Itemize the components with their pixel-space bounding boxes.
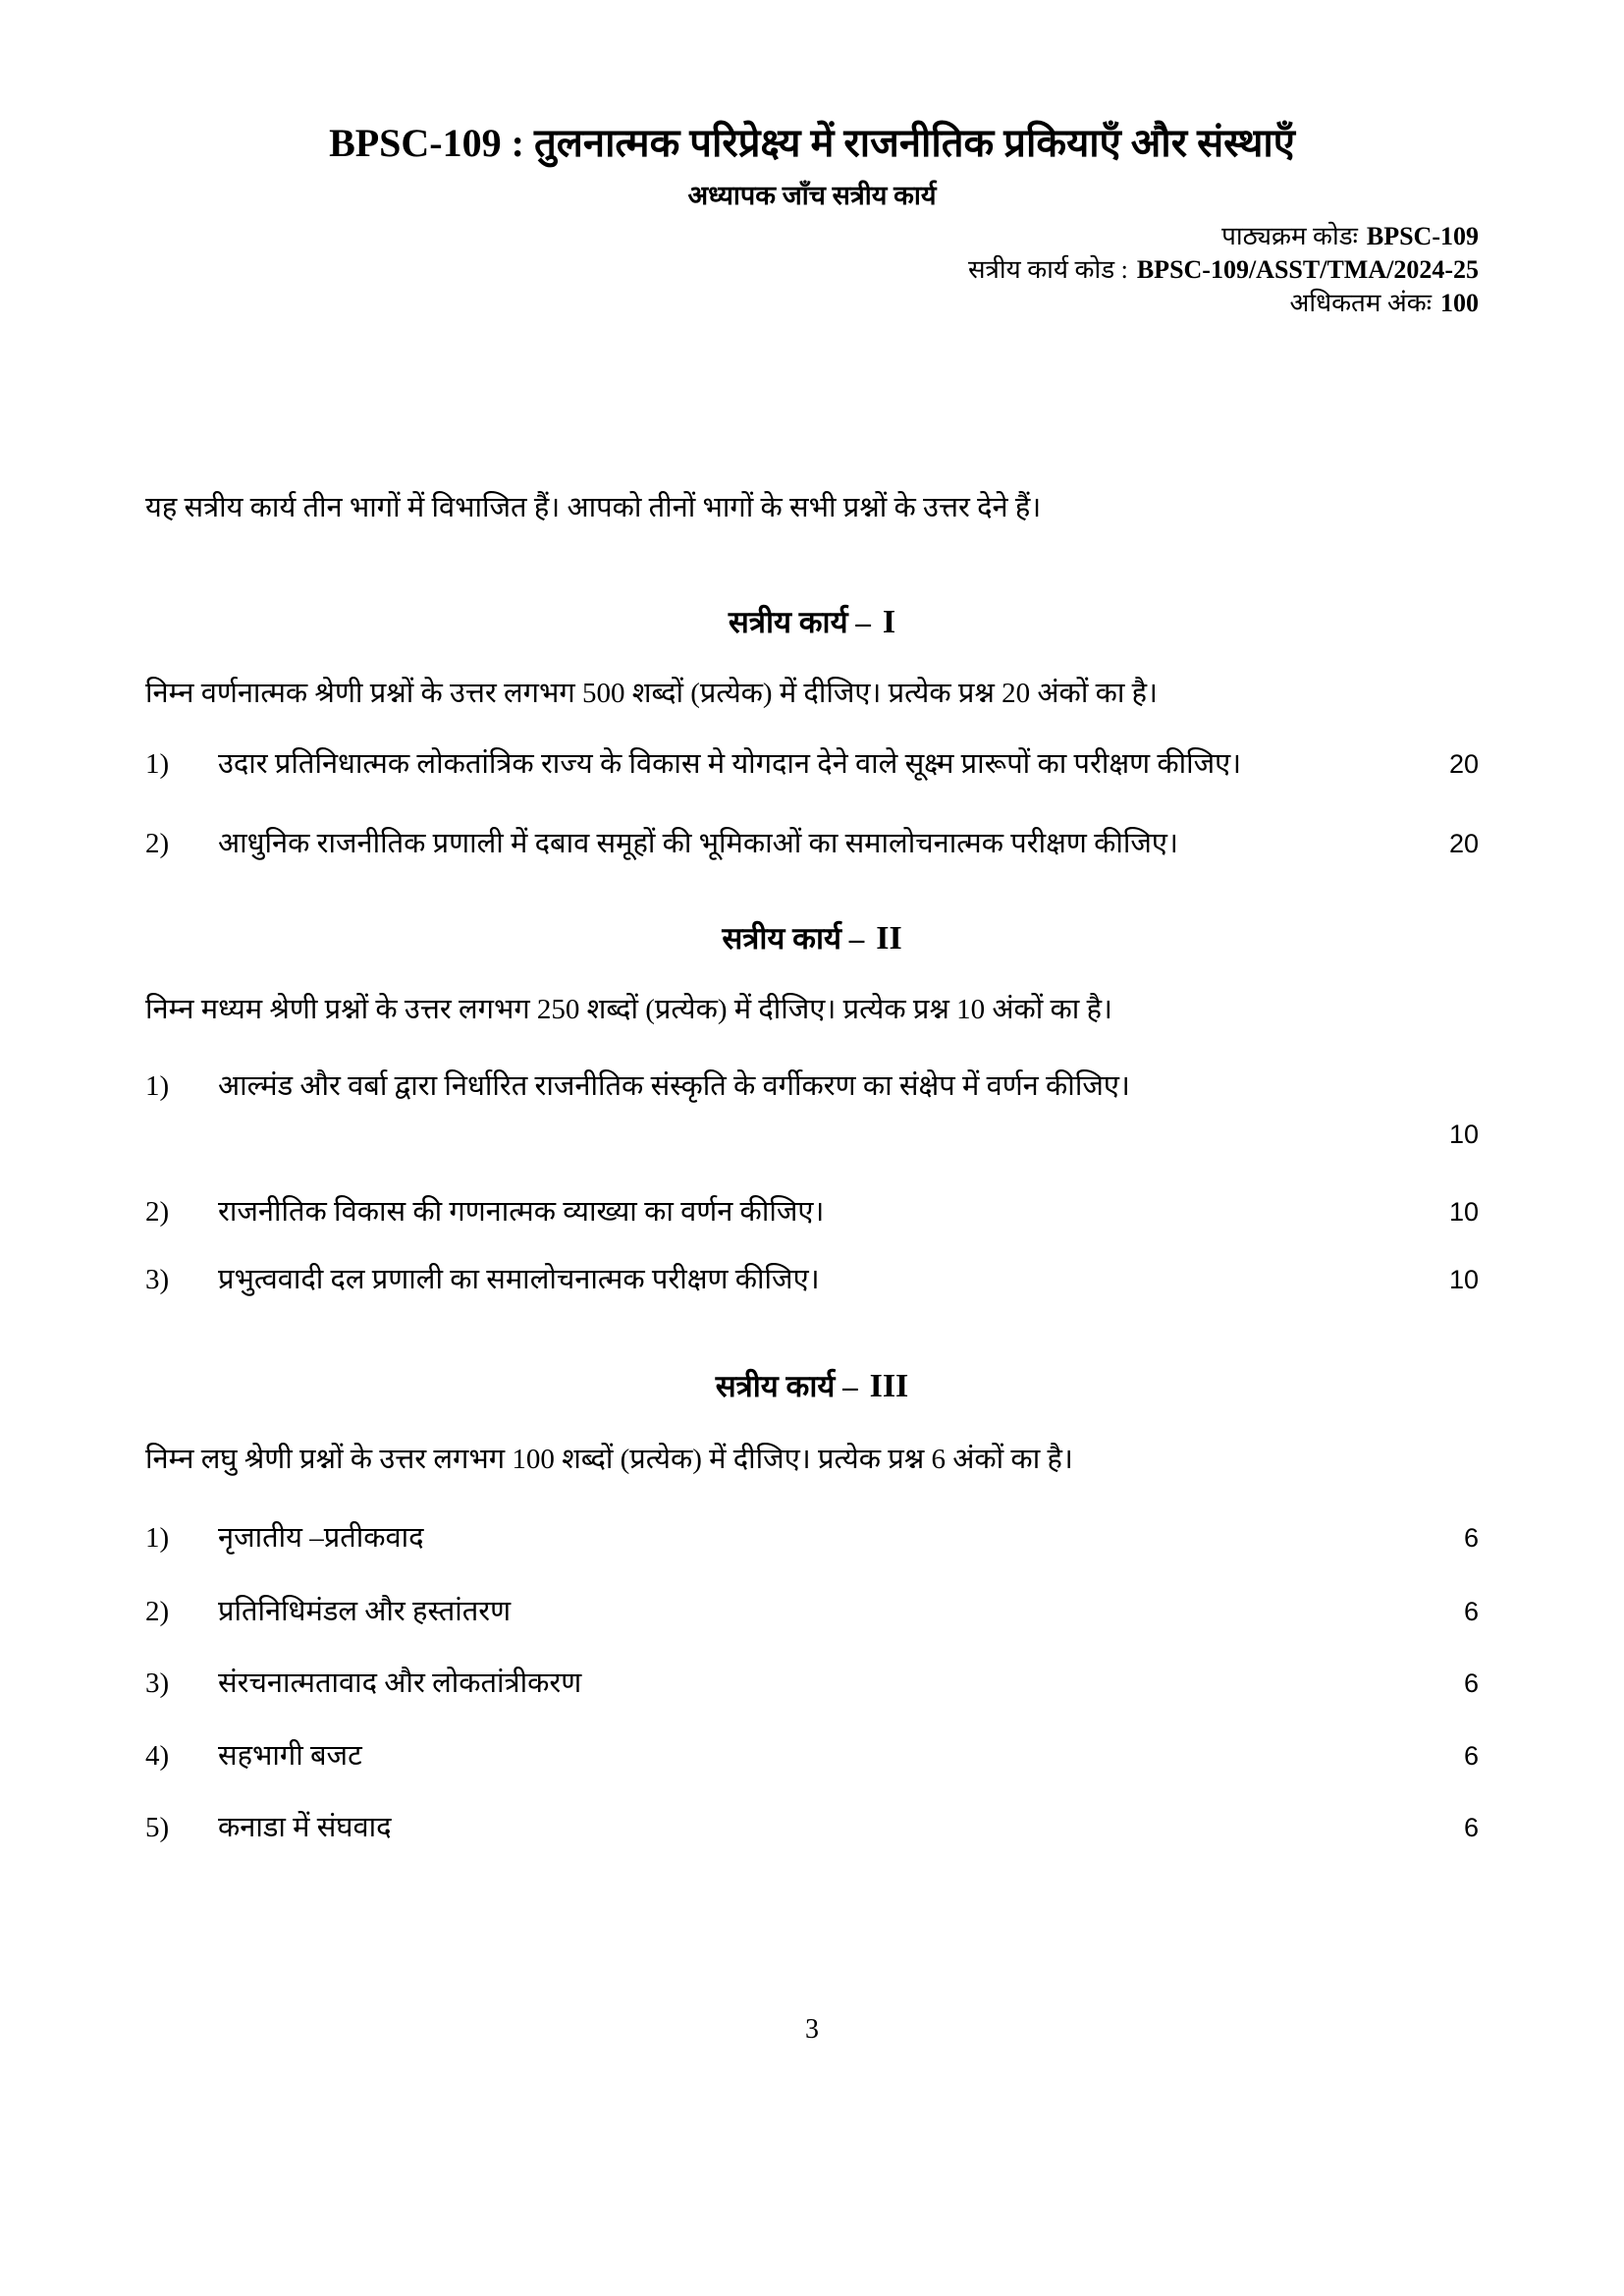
- section-2-instructions: निम्न मध्यम श्रेणी प्रश्नों के उत्तर लगभग 250 शब्दों (प्रत्येक) में दीजिए। प्रत्येक प्रश्न 10 अंकों का है।: [145, 994, 1112, 1025]
- max-marks-value: 100: [1440, 289, 1479, 317]
- course-code-label: पाठ्यक्रम कोडः: [1221, 222, 1358, 250]
- question-marks: 20: [1448, 749, 1479, 779]
- section-2-heading: [145, 917, 1479, 960]
- section-3-heading-numeral: III: [869, 1368, 909, 1404]
- section-1-heading-numeral: I: [882, 604, 896, 640]
- question-number: 3): [145, 1667, 170, 1699]
- max-marks-label: अधिकतम अंकः: [1289, 289, 1432, 317]
- question-row: [145, 1590, 1479, 1634]
- question-number: 1): [145, 1522, 170, 1554]
- section-3-heading-text: सत्रीय कार्य –: [715, 1369, 858, 1403]
- assignment-subtitle: अध्यापक जाँच सत्रीय कार्य: [687, 181, 937, 210]
- question-text: राजनीतिक विकास की गणनात्मक व्याख्या का वर्णन कीजिए।: [218, 1196, 825, 1228]
- question-marks: 20: [1448, 829, 1479, 858]
- course-code-value: BPSC-109: [1366, 222, 1479, 250]
- question-number: 1): [145, 1070, 170, 1102]
- section-1-instructions: निम्न वर्णनात्मक श्रेणी प्रश्नों के उत्तर लगभग 500 शब्दों (प्रत्येक) में दीजिए। प्रत्येक प्रश्न 20 अंकों का है।: [145, 678, 1159, 709]
- question-text: आल्मंड और वर्बा द्वारा निर्धारित राजनीतिक संस्कृति के वर्गीकरण का संक्षेप में वर्णन कीजिए।: [218, 1070, 1130, 1102]
- question-row: [145, 1734, 1479, 1778]
- question-number: 4): [145, 1740, 170, 1772]
- question-marks: 6: [1463, 1523, 1479, 1553]
- section-1-heading: [145, 601, 1479, 644]
- question-number: 2): [145, 828, 170, 859]
- section-3-instructions: निम्न लघु श्रेणी प्रश्नों के उत्तर लगभग 100 शब्दों (प्रत्येक) में दीजिए। प्रत्येक प्रश्न 6 अंकों का है।: [145, 1444, 1073, 1475]
- page-number: 3: [805, 2014, 819, 2045]
- section-2-heading-text: सत्रीय कार्य –: [722, 921, 865, 956]
- question-row: [145, 742, 1479, 787]
- question-number: 3): [145, 1264, 170, 1295]
- question-number: 1): [145, 748, 170, 780]
- course-code-line: [145, 220, 1479, 253]
- question-marks: 6: [1463, 1741, 1479, 1771]
- question-number: 2): [145, 1196, 170, 1228]
- question-number: 2): [145, 1596, 170, 1627]
- intro-text: यह सत्रीय कार्य तीन भागों में विभाजित हैं। आपको तीनों भागों के सभी प्रश्नों के उत्तर देने हैं।: [145, 492, 1042, 523]
- question-row: [145, 1065, 1479, 1157]
- assignment-code-value: BPSC-109/ASST/TMA/2024-25: [1136, 255, 1479, 284]
- question-text: आधुनिक राजनीतिक प्रणाली में दबाव समूहों की भूमिकाओं का समालोचनात्मक परीक्षण कीजिए।: [218, 828, 1178, 859]
- question-row: [145, 1662, 1479, 1706]
- section-2: [145, 917, 1479, 1302]
- question-text: संरचनात्मतावाद और लोकतांत्रीकरण: [218, 1667, 582, 1699]
- question-marks: 6: [1463, 1813, 1479, 1842]
- question-text: नृजातीय –प्रतीकवाद: [218, 1522, 424, 1554]
- question-text: प्रभुत्ववादी दल प्रणाली का समालोचनात्मक परीक्षण कीजिए।: [218, 1264, 820, 1295]
- question-marks: 10: [1448, 1197, 1479, 1227]
- page-title: BPSC-109 : तुलनात्मक परिप्रेक्ष्य में राजनीतिक प्रकियाएँ और संस्थाएँ: [329, 121, 1295, 165]
- assignment-code-line: [145, 253, 1479, 287]
- question-row: [145, 1258, 1479, 1302]
- section-3: [145, 1365, 1479, 1850]
- max-marks-line: [145, 287, 1479, 320]
- question-marks: 6: [1463, 1597, 1479, 1626]
- question-text: कनाडा में संघवाद: [218, 1812, 392, 1843]
- section-1: [145, 601, 1479, 866]
- question-number: 5): [145, 1812, 170, 1843]
- meta-block: [145, 220, 1479, 320]
- question-marks: 10: [1448, 1120, 1479, 1149]
- question-row: [145, 822, 1479, 866]
- section-1-heading-text: सत्रीय कार्य –: [728, 605, 871, 639]
- section-2-heading-numeral: II: [876, 920, 902, 957]
- question-row: [145, 1516, 1479, 1560]
- question-marks: 10: [1448, 1265, 1479, 1294]
- question-row: [145, 1806, 1479, 1850]
- assignment-code-label: सत्रीय कार्य कोड :: [967, 255, 1128, 284]
- question-marks: 6: [1463, 1668, 1479, 1698]
- question-text: सहभागी बजट: [218, 1740, 362, 1772]
- question-row: [145, 1190, 1479, 1234]
- question-text: प्रतिनिधिमंडल और हस्तांतरण: [218, 1596, 512, 1627]
- section-3-heading: [145, 1365, 1479, 1408]
- question-text: उदार प्रतिनिधात्मक लोकतांत्रिक राज्य के विकास मे योगदान देने वाले सूक्ष्म प्रारूपों का परीक्षण कीजिए।: [218, 748, 1242, 780]
